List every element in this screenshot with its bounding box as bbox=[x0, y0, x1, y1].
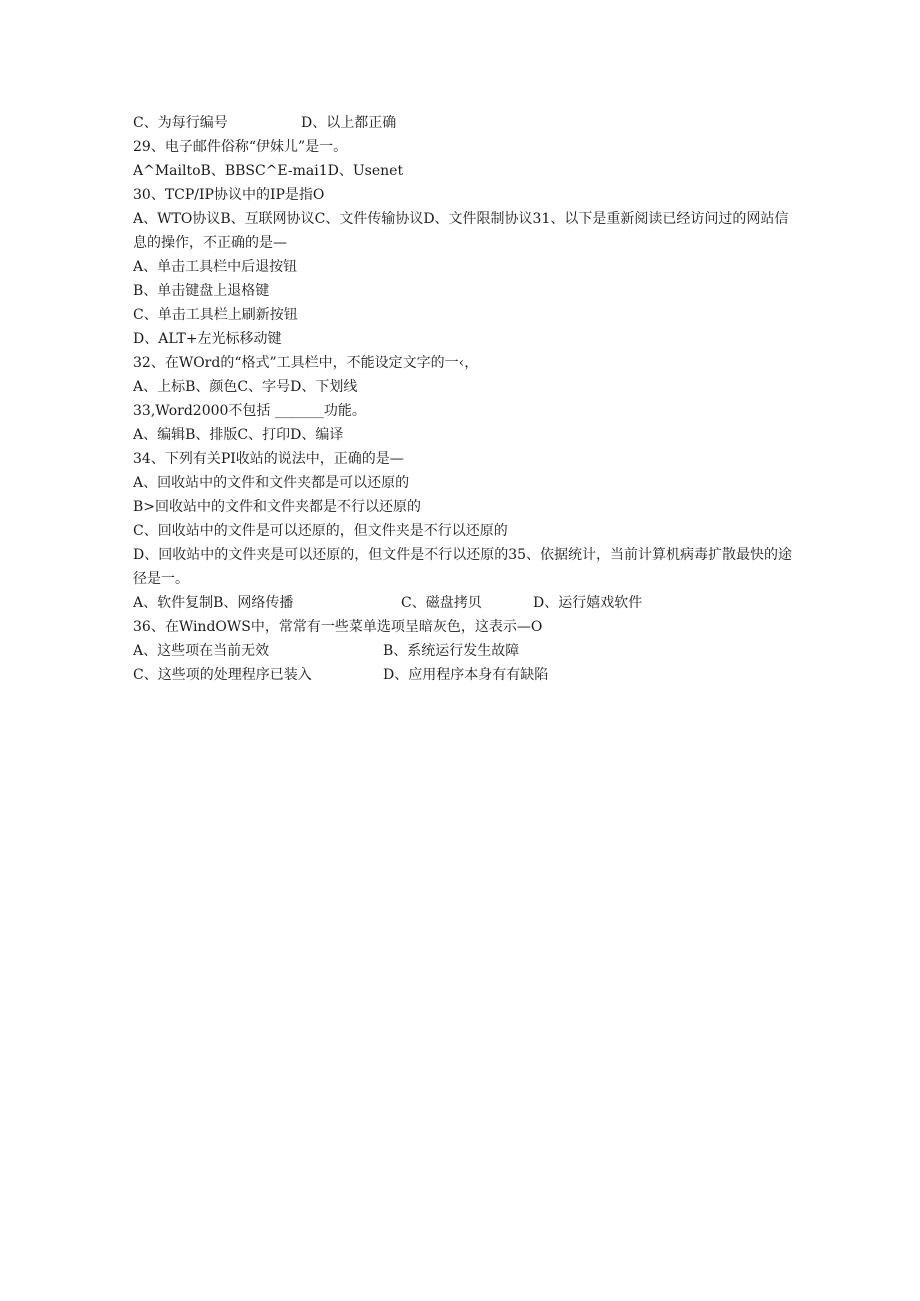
option-a: A、这些项在当前无效 bbox=[133, 643, 270, 659]
option-d: D、ALT+左光标移动键 bbox=[133, 331, 282, 347]
option-line bbox=[133, 303, 793, 327]
option-c: C、单击工具栏上刷新按钮 bbox=[133, 307, 298, 323]
question-text: 30、TCP/IP协议中的IP是指O bbox=[133, 187, 325, 203]
options-text: A、上标B、颜色C、字号D、下划线 bbox=[133, 379, 358, 395]
option-c: C、为每行编号 bbox=[133, 115, 228, 131]
paragraph-text: D、回收站中的文件夹是可以还原的，但文件是不行以还原的35、依据统计，当前计算机病毒扩散最快的途径是一。 bbox=[133, 547, 793, 587]
option-line bbox=[133, 591, 793, 615]
question-34 bbox=[133, 447, 793, 471]
question-29 bbox=[133, 135, 793, 159]
question-36 bbox=[133, 615, 793, 639]
option-line bbox=[133, 255, 793, 279]
option-line bbox=[133, 495, 793, 519]
question-text: 32、在WOrd的“格式”工具栏中，不能设定文字的一‹， bbox=[133, 355, 479, 371]
question-30 bbox=[133, 183, 793, 207]
option-c: C、磁盘拷贝 bbox=[401, 595, 482, 611]
option-d: D、以上都正确 bbox=[301, 115, 397, 131]
option-line bbox=[133, 375, 793, 399]
option-d-and-question-35 bbox=[133, 543, 793, 591]
question-text: 33,Word2000不包括 _______功能。 bbox=[133, 403, 366, 419]
option-line bbox=[133, 519, 793, 543]
question-text: 29、电子邮件俗称“伊妹儿”是一。 bbox=[133, 139, 348, 155]
option-b: B、系统运行发生故障 bbox=[383, 643, 520, 659]
option-line bbox=[133, 423, 793, 447]
document-body bbox=[133, 111, 793, 687]
options-text: A、编辑B、排版C、打印D、编译 bbox=[133, 427, 344, 443]
option-b: B、单击键盘上退格键 bbox=[133, 283, 270, 299]
option-line bbox=[133, 471, 793, 495]
option-line bbox=[133, 663, 793, 687]
option-c: C、回收站中的文件是可以还原的，但文件夹是不行以还原的 bbox=[133, 523, 508, 539]
options-text: A^MailtoB、BBSC^E-mai1D、Usenet bbox=[133, 163, 404, 179]
option-line bbox=[133, 111, 793, 135]
option-c: C、这些项的处理程序已装入 bbox=[133, 667, 312, 683]
options-ab: A、软件复制B、网络传播 bbox=[133, 595, 294, 611]
options-and-question-31 bbox=[133, 207, 793, 255]
option-line bbox=[133, 159, 793, 183]
question-33 bbox=[133, 399, 793, 423]
option-line bbox=[133, 639, 793, 663]
question-32 bbox=[133, 351, 793, 375]
question-text: 34、下列有关PI收站的说法中，正确的是— bbox=[133, 451, 404, 467]
option-b: B>回收站中的文件和文件夹都是不行以还原的 bbox=[133, 499, 422, 515]
option-a: A、单击工具栏中后退按钮 bbox=[133, 259, 298, 275]
question-text: 36、在WindOWS中，常常有一些菜单选项呈暗灰色，这表示—O bbox=[133, 619, 543, 635]
option-line bbox=[133, 327, 793, 351]
option-d: D、应用程序本身有有缺陷 bbox=[383, 667, 549, 683]
option-a: A、回收站中的文件和文件夹都是可以还原的 bbox=[133, 475, 410, 491]
option-line bbox=[133, 279, 793, 303]
paragraph-text: A、WTO协议B、互联网协议C、文件传输协议D、文件限制协议31、以下是重新阅读已经访问过的网站信息的操作，不正确的是— bbox=[133, 211, 789, 251]
option-d: D、运行嬉戏软件 bbox=[533, 595, 643, 611]
